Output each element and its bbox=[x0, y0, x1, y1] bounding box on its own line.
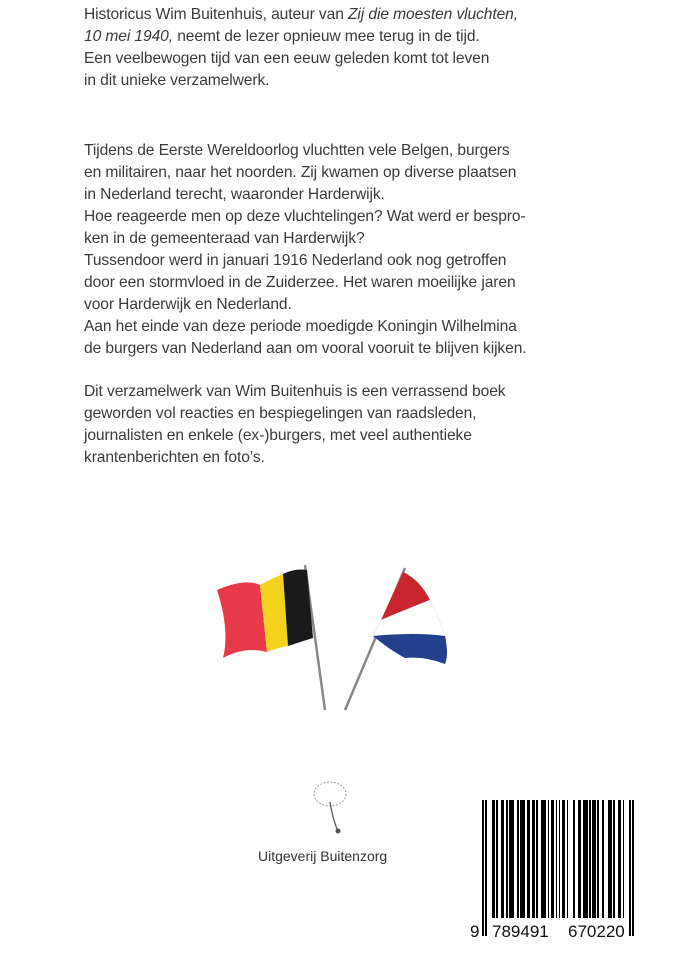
barcode-bar bbox=[573, 800, 575, 918]
text: voor Harderwijk en Nederland. bbox=[84, 296, 292, 313]
barcode-digit-first: 9 bbox=[470, 922, 480, 941]
barcode-bar bbox=[541, 800, 546, 918]
text: Tijdens de Eerste Wereldoorlog vluchtten vele Belgen, burgers bbox=[84, 142, 510, 159]
barcode-bar bbox=[548, 800, 550, 918]
closing-paragraph bbox=[84, 381, 505, 469]
text: ken in de gemeenteraad van Harderwijk? bbox=[84, 230, 365, 247]
text: Dit verzamelwerk van Wim Buitenhuis is een verrassend boek bbox=[84, 383, 506, 400]
text: neemt de lezer opnieuw mee terug in de tijd. bbox=[172, 28, 480, 45]
barcode-bar bbox=[578, 800, 581, 918]
book-title: Zij die moesten vluchten, bbox=[348, 6, 518, 23]
barcode-bar bbox=[602, 800, 604, 918]
barcode-bar bbox=[583, 800, 588, 918]
barcode-bar bbox=[623, 800, 625, 918]
barcode-bar bbox=[556, 800, 558, 918]
barcode-bar bbox=[562, 800, 565, 918]
barcode-bar bbox=[597, 800, 599, 918]
text: Een veelbewogen tijd van een eeuw geleden komt tot leven bbox=[84, 50, 490, 67]
text: Hoe reageerde men op deze vluchtelingen? Wat werd er bespro- bbox=[84, 208, 526, 225]
barcode-bar bbox=[501, 800, 504, 918]
barcode-bar bbox=[608, 800, 611, 918]
flags-illustration bbox=[205, 560, 465, 720]
barcode-bar bbox=[520, 800, 525, 918]
barcode-bar bbox=[517, 800, 519, 918]
text: Tussendoor werd in januari 1916 Nederland ook nog getroffen bbox=[84, 252, 507, 269]
text: door een stormvloed in de Zuiderzee. Het waren moeilijke jaren bbox=[84, 274, 516, 291]
intro-paragraph bbox=[84, 4, 518, 92]
barcode-bar bbox=[485, 800, 487, 936]
book-title: 10 mei 1940, bbox=[84, 28, 173, 45]
text: krantenberichten en foto’s. bbox=[84, 449, 265, 466]
dutch-flag-icon bbox=[345, 568, 447, 710]
barcode-bar bbox=[618, 800, 621, 918]
text: journalisten en enkele (ex-)burgers, met veel authentieke bbox=[84, 427, 472, 444]
barcode-bar bbox=[536, 800, 538, 918]
barcode-bar bbox=[567, 800, 569, 918]
dandelion-logo-icon bbox=[308, 776, 356, 836]
barcode-bar bbox=[506, 800, 508, 918]
isbn-barcode bbox=[470, 800, 640, 950]
barcode-bar bbox=[496, 800, 498, 918]
text: in dit unieke verzamelwerk. bbox=[84, 72, 270, 89]
text: in Nederland terecht, waaronder Harderwijk. bbox=[84, 186, 385, 203]
barcode-bar bbox=[509, 800, 514, 918]
barcode-bar bbox=[629, 800, 631, 936]
barcode-bar bbox=[592, 800, 595, 918]
publisher-name: Uitgeverij Buitenzorg bbox=[258, 848, 388, 864]
barcode-bars bbox=[482, 800, 638, 928]
barcode-bar bbox=[613, 800, 615, 918]
barcode-digits-right: 670220 bbox=[568, 922, 625, 941]
barcode-bar bbox=[482, 800, 484, 936]
text: de burgers van Nederland aan om vooral vooruit te blijven kijken. bbox=[84, 340, 527, 357]
barcode-bar bbox=[632, 800, 634, 936]
barcode-digits-left: 789491 bbox=[492, 922, 549, 941]
barcode-bar bbox=[527, 800, 530, 918]
belgian-flag-icon bbox=[217, 565, 325, 710]
barcode-bar bbox=[551, 800, 554, 918]
barcode-bar bbox=[532, 800, 535, 918]
barcode-bar bbox=[589, 800, 591, 918]
history-paragraph bbox=[84, 140, 527, 360]
barcode-bar bbox=[559, 800, 561, 918]
text: en militairen, naar het noorden. Zij kwamen op diverse plaatsen bbox=[84, 164, 517, 181]
text: Aan het einde van deze periode moedigde Koningin Wilhelmina bbox=[84, 318, 517, 335]
text: Historicus Wim Buitenhuis, auteur van bbox=[84, 6, 348, 23]
barcode-bar bbox=[492, 800, 495, 918]
text: geworden vol reacties en bespiegelingen van raadsleden, bbox=[84, 405, 477, 422]
